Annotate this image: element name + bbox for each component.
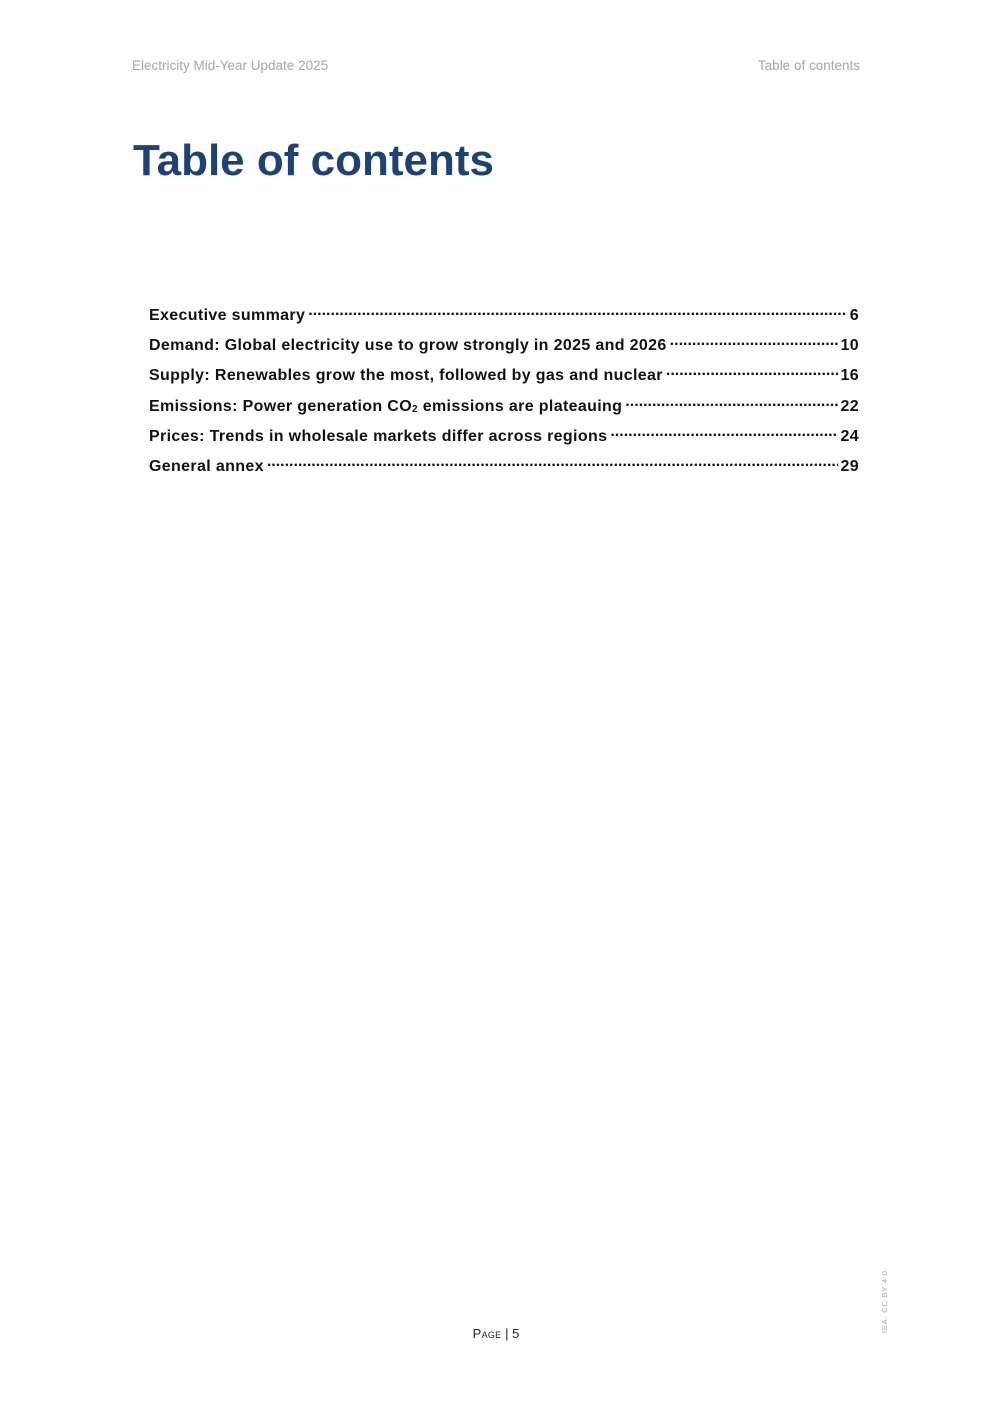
footer-separator: | — [505, 1326, 509, 1341]
toc-entry-emissions[interactable] — [149, 393, 859, 423]
toc-entry-page: 10 — [840, 337, 859, 355]
dot-leader — [625, 393, 837, 411]
dot-leader — [267, 453, 838, 471]
footer-page-word: Page — [472, 1326, 502, 1341]
toc-entry-label: Supply: Renewables grow the most, followed by gas and nuclear — [149, 367, 663, 385]
header-section-title: Table of contents — [757, 58, 860, 73]
toc-entry-page: 24 — [840, 427, 859, 445]
page-title: Table of contents — [133, 136, 494, 185]
page-footer — [0, 1326, 992, 1341]
toc-entry-general-annex[interactable] — [149, 453, 859, 483]
dot-leader — [670, 332, 838, 350]
table-of-contents — [149, 302, 859, 483]
toc-entry-demand[interactable] — [149, 332, 859, 362]
toc-entry-page: 16 — [840, 367, 859, 385]
toc-entry-label-part: Emissions: Power generation CO — [149, 397, 412, 415]
toc-entry-label — [149, 395, 622, 421]
license-notice: IEA. CC BY 4.0. — [880, 1267, 889, 1333]
toc-entry-page: 29 — [840, 457, 859, 475]
running-header — [132, 58, 860, 76]
toc-entry-page: 22 — [840, 397, 859, 415]
subscript-two: 2 — [412, 403, 418, 415]
toc-entry-label: Executive summary — [149, 307, 306, 324]
dot-leader — [666, 362, 838, 380]
header-document-title: Electricity Mid-Year Update 2025 — [132, 58, 329, 73]
toc-entry-executive-summary[interactable] — [149, 302, 859, 332]
toc-entry-label-part: emissions are plateauing — [417, 397, 623, 415]
toc-entry-prices[interactable] — [149, 423, 859, 453]
toc-entry-supply[interactable] — [149, 362, 859, 392]
footer-page-number: 5 — [512, 1326, 520, 1341]
dot-leader — [308, 302, 846, 320]
dot-leader — [610, 423, 837, 441]
toc-entry-label: General annex — [149, 457, 264, 475]
toc-entry-page: 6 — [849, 307, 859, 324]
toc-entry-label: Prices: Trends in wholesale markets differ across regions — [149, 427, 608, 445]
toc-entry-label: Demand: Global electricity use to grow strongly in 2025 and 2026 — [149, 337, 667, 355]
